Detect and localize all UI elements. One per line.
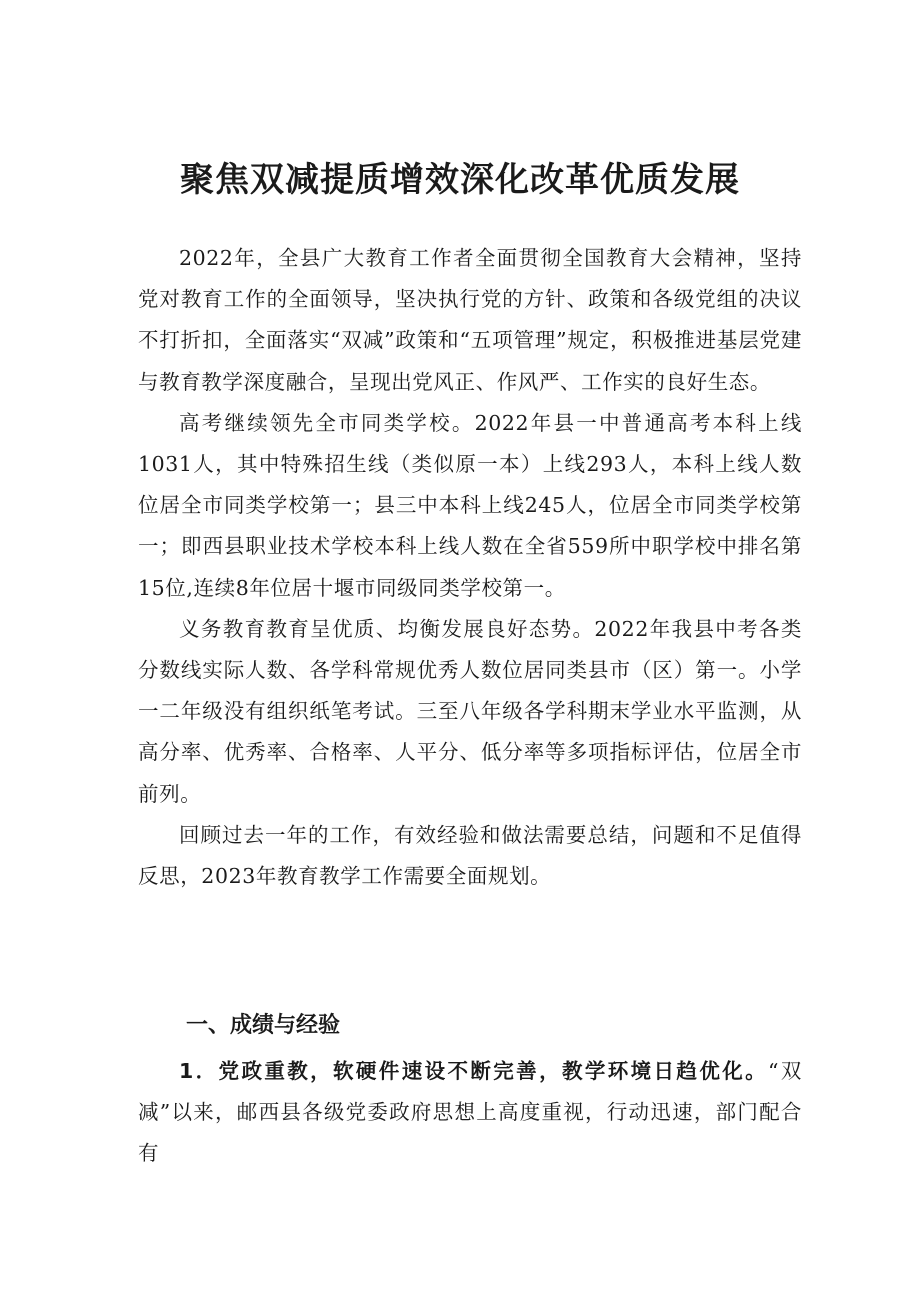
paragraph-review: 回顾过去一年的工作，有效经验和做法需要总结，问题和不足值得反思，2023年教育教学工作需要全面规划。 — [138, 822, 802, 889]
item-block-1 — [138, 1051, 802, 1175]
section-heading-achievements: 一、成绩与经验 — [186, 1013, 341, 1038]
paragraph-intro: 2022年，全县广大教育工作者全面贯彻全国教育大会精神，坚持党对教育工作的全面领导，坚决执行党的方针、政策和各级党组的决议不打折扣，全面落实“双减”政策和“五项管理”规定，积极推进基层党建与教育教学深度融合，呈现出党风正、作风严、工作实的良好生态。 — [138, 246, 802, 394]
document-body — [138, 238, 802, 897]
item-lead-text: 1．党政重教，软硬件速设不断完善，教学环境日趋优化。 — [179, 1059, 769, 1083]
document-title: 聚焦双减提质增效深化改革优质发展 — [180, 160, 740, 200]
item-body-text: “双减”以来，邮西县各级党委政府思想上高度重视，行动迅速，部门配合有 — [138, 1059, 802, 1166]
paragraph-gaokao: 高考继续领先全市同类学校。2022年县一中普通高考本科上线1031人，其中特殊招生线（类似原一本）上线293人，本科上线人数位居全市同类学校第一；县三中本科上线245人，位居全市同类学校第一；即西县职业技术学校本科上线人数在全省559所中职学校中排名第15位,连续8年位居十堰市同级同类学校第一。 — [138, 410, 802, 600]
paragraph-compulsory-education: 义务教育教育呈优质、均衡发展良好态势。2022年我县中考各类分数线实际人数、各学科常规优秀人数位居同类县市（区）第一。小学一二年级没有组织纸笔考试。三至八年级各学科期末学业水平监测，从高分率、优秀率、合格率、人平分、低分率等多项指标评估，位居全市前列。 — [138, 616, 802, 806]
item-paragraph-1 — [138, 1051, 802, 1175]
